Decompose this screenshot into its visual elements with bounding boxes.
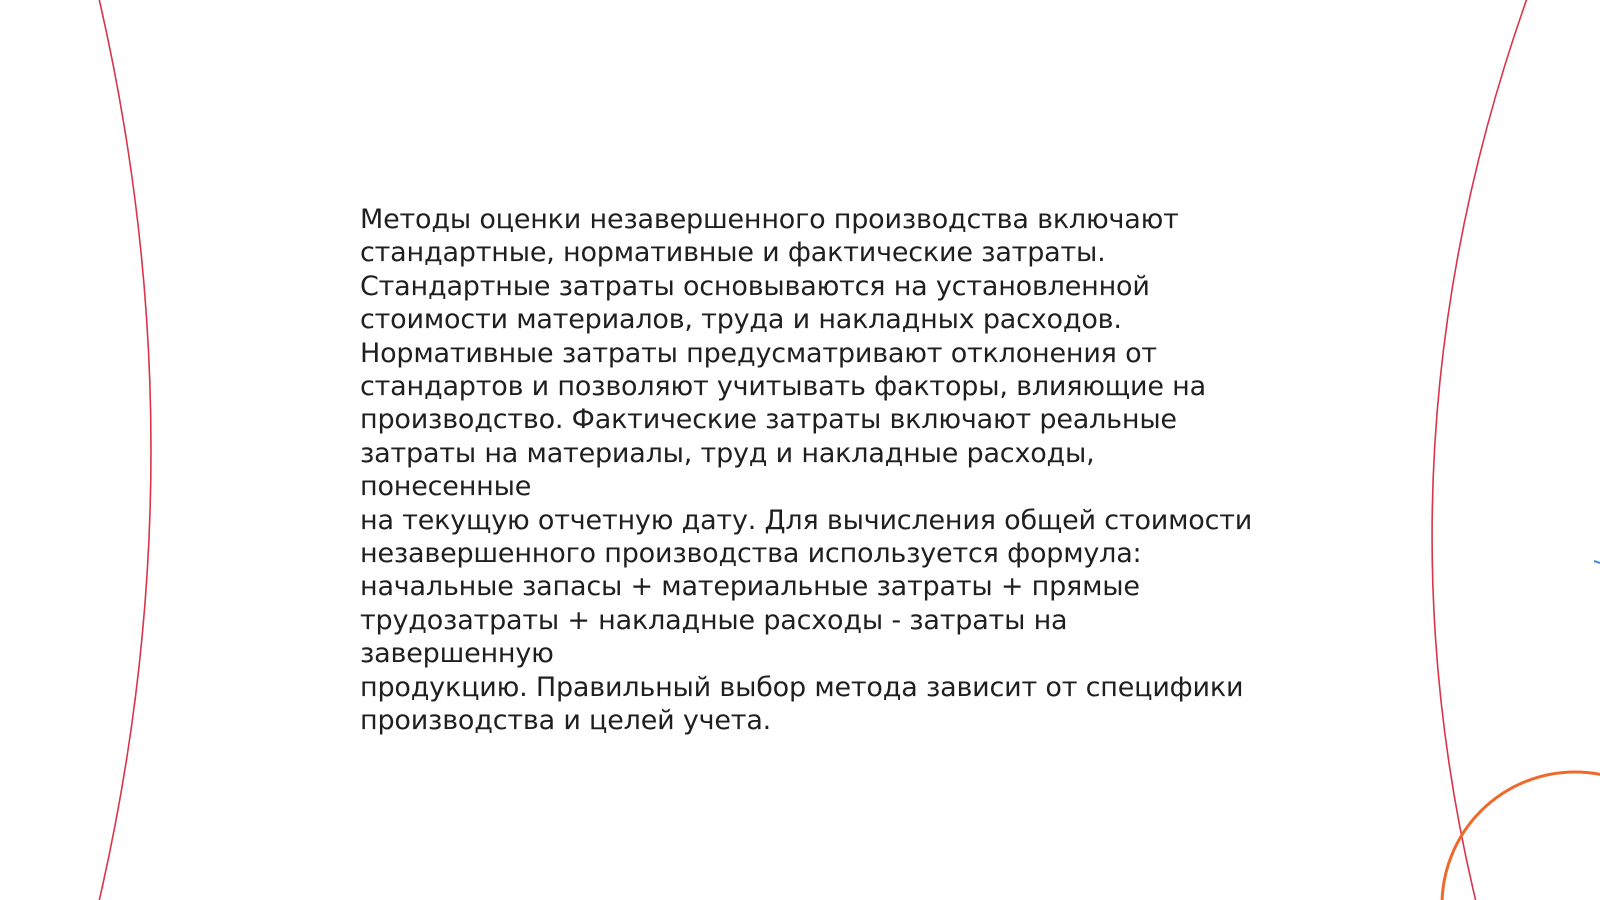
- left-arc: [97, 0, 151, 900]
- right-arc: [1432, 0, 1530, 900]
- blue-accent-mark: [1594, 561, 1600, 563]
- body-text: Методы оценки незавершенного производства включают стандартные, нормативные и фактические затраты. Стандартные затраты основываются на установленной стоимости материалов, труда и накладных расходов. Нормативные затраты предусматривают отклонения от стандартов и позволяют учитывать факторы, влияющие на производство. Фактические затраты включают реальные затраты на материалы, труд и накладные расходы, понесенные на текущую отчетную дату. Для вычисления общей стоимости незавершенного производства используется формула: начальные запасы + материальные затраты + прямые трудозатраты + накладные расходы - затраты на завершенную продукцию. Правильный выбор метода зависит от специфики производства и целей учета.: [360, 204, 1253, 737]
- orange-circle: [1442, 772, 1600, 900]
